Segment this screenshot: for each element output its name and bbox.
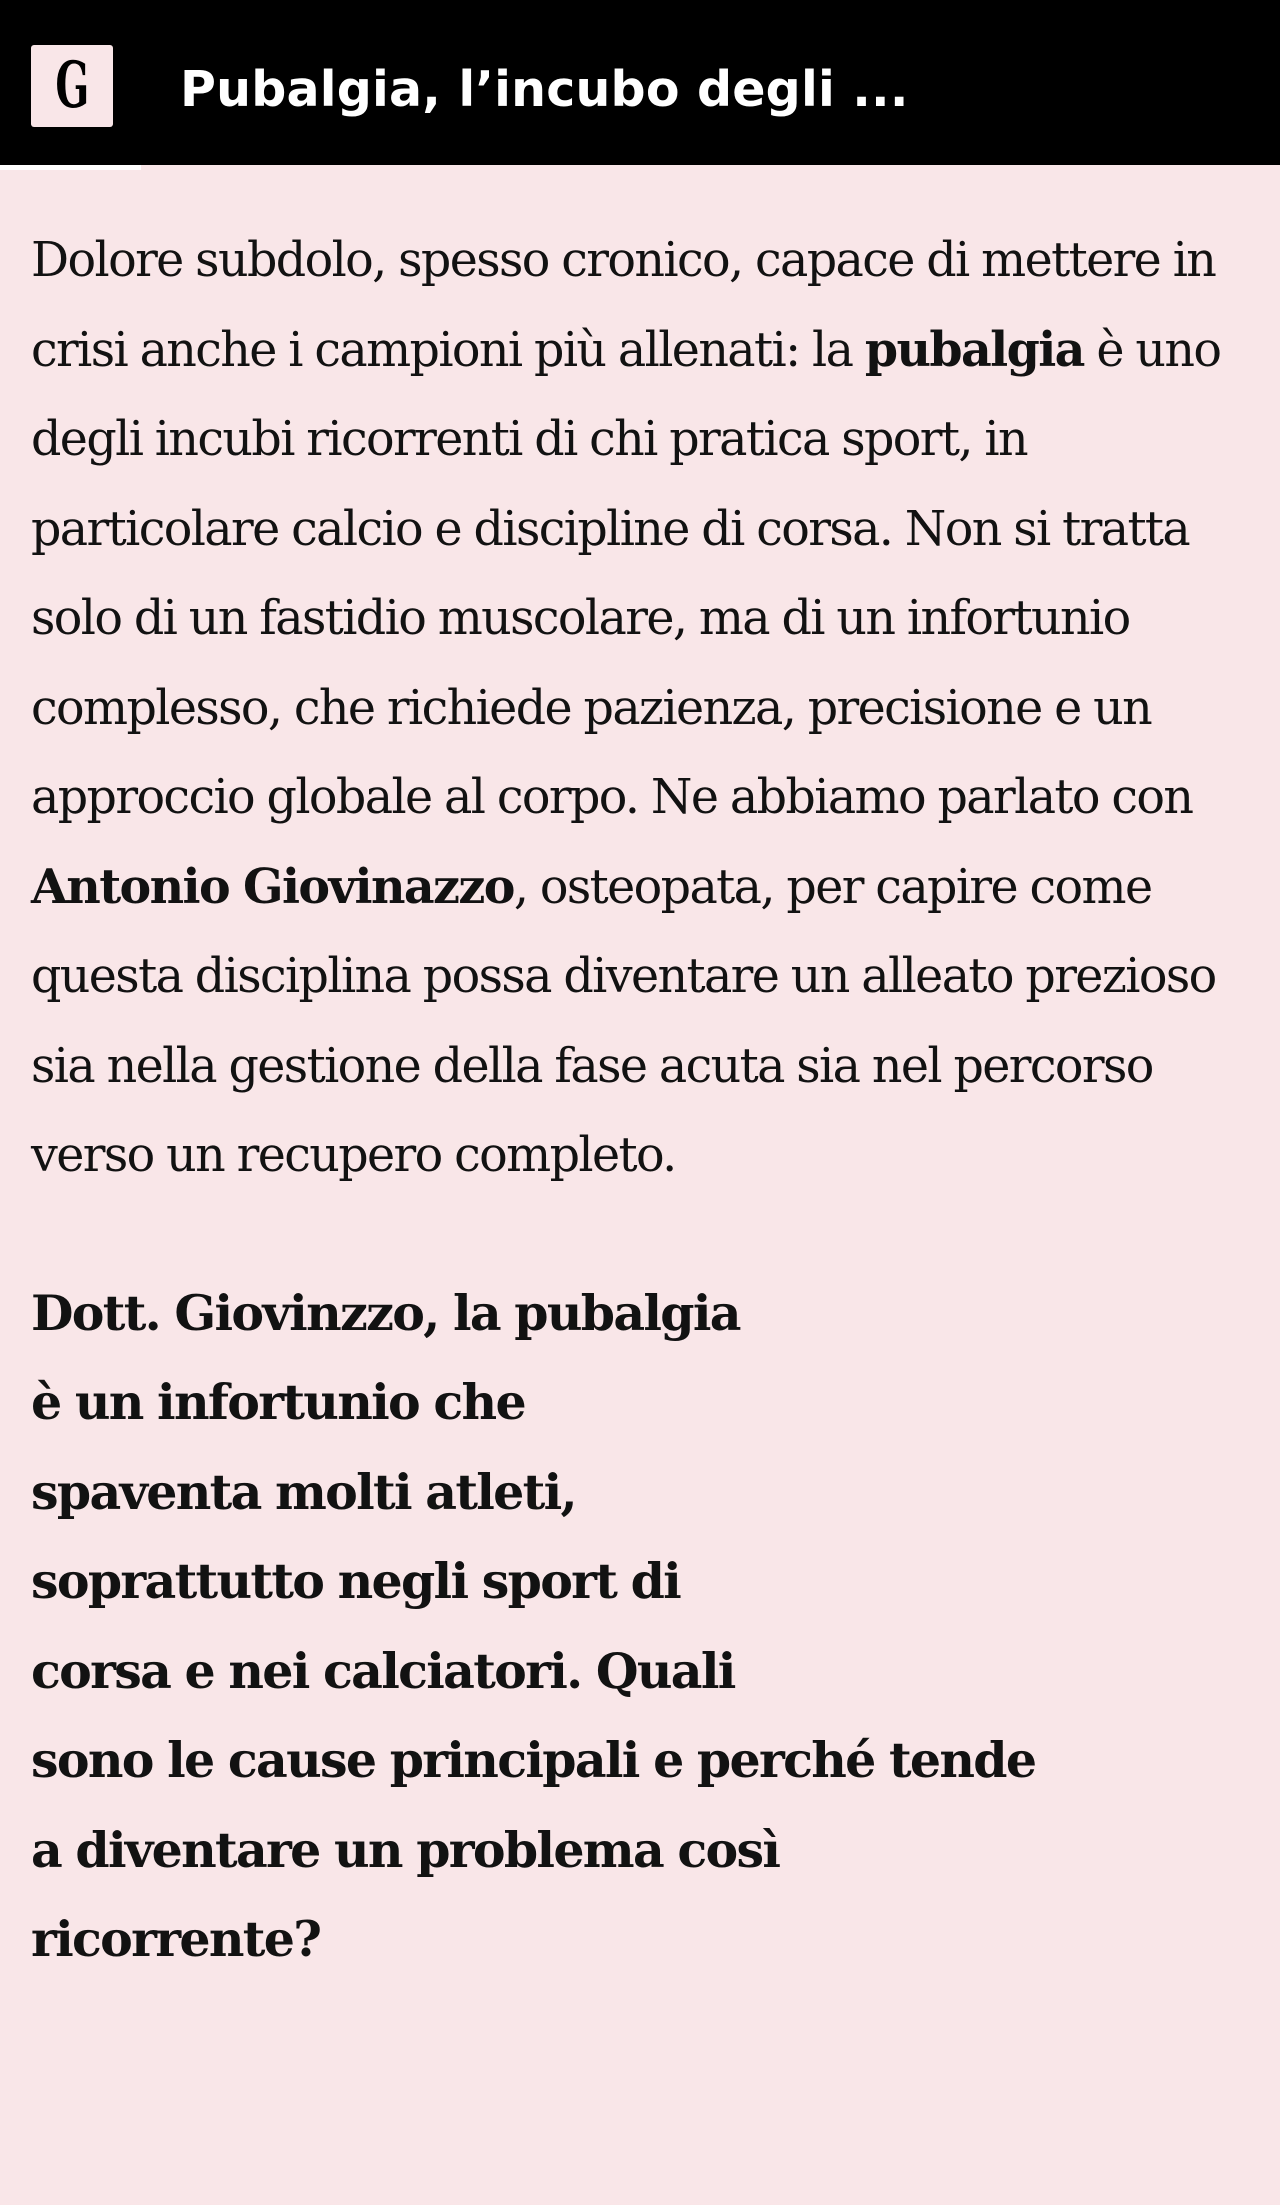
reading-progress-bar bbox=[0, 165, 141, 170]
question-line: sono le cause principali e perché tende bbox=[31, 1731, 1036, 1789]
question-line: ricorrente? bbox=[31, 1910, 321, 1968]
article-body bbox=[31, 216, 1256, 1985]
interview-question bbox=[31, 1269, 1256, 1985]
lead-text: Dolore subdolo, spesso cronico, capace di mettere in crisi anche i campioni più allenati: la bbox=[31, 233, 1216, 378]
question-line: spaventa molti atleti, bbox=[31, 1462, 576, 1521]
question-line: è un infortunio che bbox=[31, 1373, 525, 1431]
interviewee-name: Antonio Giovinazzo bbox=[31, 858, 514, 915]
keyword-pubalgia: pubalgia bbox=[864, 321, 1084, 378]
article-lead-paragraph bbox=[31, 216, 1256, 1201]
page-title: Pubalgia, l’incubo degli ... bbox=[180, 61, 909, 118]
lead-text: , osteopata, per capire come questa disciplina possa diventare un alleato prezioso sia nella gestione della fase acuta sia nel percorso verso un recupero completo. bbox=[31, 859, 1216, 1183]
top-bar bbox=[0, 0, 1280, 165]
logo-letter: G bbox=[55, 48, 89, 123]
question-line: corsa e nei calciatori. Quali bbox=[31, 1641, 735, 1700]
question-line: a diventare un problema così bbox=[31, 1820, 780, 1879]
lead-text: è uno degli incubi ricorrenti di chi pratica sport, in particolare calcio e discipline di corsa. Non si tratta solo di un fastidio muscolare, ma di un infortunio complesso, che richiede pazienza, precisione e un approccio globale al corpo. Ne abbiamo parlato con bbox=[31, 322, 1221, 825]
question-line: soprattutto negli sport di bbox=[31, 1552, 681, 1610]
site-logo[interactable] bbox=[31, 45, 113, 127]
question-line: Dott. Giovinzzo, la pubalgia bbox=[31, 1283, 740, 1342]
